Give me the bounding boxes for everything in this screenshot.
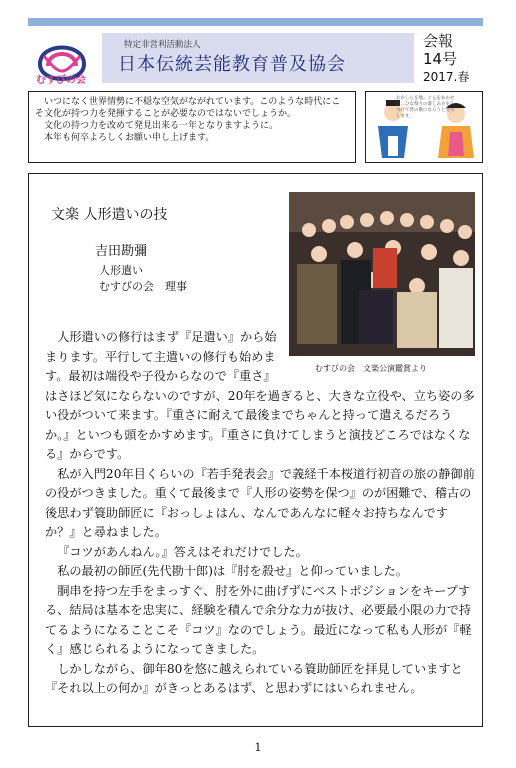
greeting-box	[28, 91, 356, 163]
article-frame	[28, 173, 483, 727]
dolls-caption: おかしらを地。ぐらをあわせた…ひな祭りの楽しみ方をみつけて皆の歌になろうと努力します。	[396, 96, 455, 119]
page-number: 1	[254, 741, 262, 754]
issue-season: 2017.春	[423, 70, 470, 84]
greeting-line: いつになく世界情勢に不穏な空気がながれています。このような時代にこそ文化が持つ力を発揮することが必要なのではないでしょうか。	[35, 97, 341, 119]
issue-info	[423, 32, 483, 86]
article-paragraph: 私の最初の師匠(先代勘十郎)は『肘を殺せ』と仰っていました。	[57, 564, 408, 578]
article-paragraph: 私が入門20年目くらいの『若手発表会』で義経千本桜道行初音の旅の静御前の役がつきました。重くて最後まで『人形の姿勢を保つ』のが困難で、稽古の後思わず簑助師匠に『おっしょはん、なんであんなに軽々お持ちなんですか？』と尋ねました。	[45, 466, 475, 539]
article-paragraph: 胴串を持つ左手をまっすぐ、肘を外に曲げずにベストポジションをキープする、結局は基本を忠実に、経験を積んで余分な力が抜け、必要最小限の力で持てるようになることこそ『コツ』なのでしょう。最近になって私も人形が『軽く』感じられるようになってきました。	[45, 583, 472, 656]
article-paragraph: しかしながら、御年80を悠に越えられている簑助師匠を拝見していますと『それ以上の何か』がきっとあるはず、と思わずにはいられません。	[45, 661, 463, 695]
org-type: 特定非営利活動法人	[124, 40, 201, 50]
greeting-line: 文化の持つ力を改めて発見出来る一年となりますように。	[44, 121, 279, 131]
article-title: 文楽 人形遣いの技	[51, 207, 168, 223]
photo-caption: むすびの会 文楽公演鑑賞より	[315, 364, 427, 373]
org-title-box	[102, 33, 414, 83]
author-affiliation: むすびの会 理事	[99, 280, 187, 293]
photo-wrap-spacer	[283, 328, 475, 386]
author-role: 人形遣い	[99, 264, 143, 277]
hina-dolls-illustration	[365, 91, 483, 163]
article-paragraph: 人形遣いの修行はまず『足遣い』から始まります。平行して主遣いの修行も始めます。最初は端役や子役からなので『重さ』はさほど気にならないのですが、20年を過ぎると、大きな立役や、立ち姿の多い役がついて来ます。『重さに耐えて最後までちゃんと持って遣えるだろうか。』といつも頭をかすめます。『重さに負けてしまうと演技どころではなくなる』からです。	[45, 330, 475, 461]
issue-number: 14号	[423, 50, 458, 68]
article-paragraph: 『コツがあんねん。』答えはそれだけでした。	[57, 544, 308, 559]
org-name: 日本伝統芸能教育普及協会	[118, 54, 346, 75]
greeting-line: 本年も何卒よろしくお願い申し上げます。	[44, 133, 215, 143]
header-accent-bar	[28, 18, 483, 26]
article-body	[45, 328, 475, 699]
logo-text: むすびの会	[36, 75, 86, 86]
issue-label: 会報	[423, 32, 454, 50]
article-author: 吉田勘彌	[95, 244, 148, 259]
